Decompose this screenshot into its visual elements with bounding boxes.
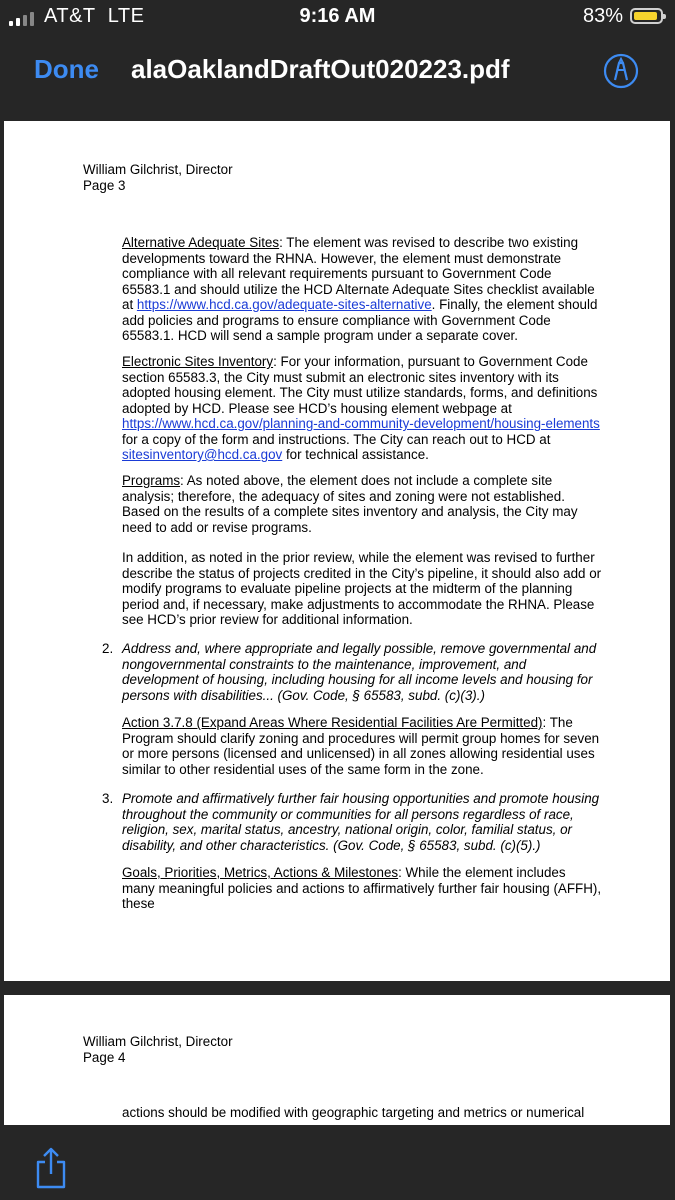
list-number: 3.	[102, 791, 114, 806]
status-bar	[0, 0, 675, 36]
paragraph-text: : As noted above, the element does not include a complete site analysis; therefore, the adequacy of sites and zoning were not established. Based on the results of a complete sites inventory and analysis, the City may need to add or revise programs.	[122, 473, 578, 535]
action-378-paragraph	[122, 715, 602, 777]
alternative-adequate-sites-paragraph	[122, 235, 602, 344]
share-icon[interactable]	[34, 1146, 68, 1190]
list-number: 2.	[102, 641, 114, 656]
page-number: Page 3	[83, 177, 126, 193]
battery-percent: 83%	[582, 5, 623, 27]
recipient-name: William Gilchrist, Director	[83, 1034, 233, 1049]
continued-paragraph	[122, 1105, 602, 1121]
bottom-toolbar	[0, 1140, 675, 1200]
battery-icon	[630, 8, 663, 24]
pdf-page-4[interactable]	[4, 995, 670, 1125]
requirement-2	[122, 641, 602, 703]
paragraph-text: : While the element includes many meaningful policies and actions to affirmatively further fair housing (AFFH), these	[122, 865, 602, 911]
pdf-page-3[interactable]	[4, 121, 670, 981]
sites-inventory-email-link[interactable]: sitesinventory@hcd.ca.gov	[122, 447, 283, 462]
carrier-label: AT&T LTE	[44, 5, 145, 27]
housing-elements-link[interactable]: https://www.hcd.ca.gov/planning-and-community-development/housing-elements	[122, 416, 600, 431]
requirement-text: Address and, where appropriate and legally possible, remove governmental and nongovernmental constraints to the maintenance, improvement, and development of housing, including housing for all income levels and housing for persons with disabilities... (Gov. Code, § 65583, subd. (c)(3).)	[122, 641, 597, 703]
paragraph-text: . Finally, the element should add policies and programs to ensure compliance with Government Code 65583.1. HCD will send a sample program under a separate cover.	[122, 297, 598, 343]
paragraph-text: In addition, as noted in the prior review, while the element was revised to further describe the status of projects credited in the City’s pipeline, it should also add or modify programs to evaluate pipeline projects at the midterm of the planning period and, if necessary, make adjustments to accommodate the RHNA. Please see HCD’s prior review for additional information.	[122, 550, 602, 627]
document-title: alaOaklandDraftOut020223.pdf	[131, 54, 510, 84]
section-heading: Goals, Priorities, Metrics, Actions & Milestones	[122, 865, 399, 880]
page-header	[83, 162, 233, 193]
requirement-3	[122, 791, 602, 853]
requirement-text: Promote and affirmatively further fair housing opportunities and promote housing throughout the community or communities for all persons regardless of race, religion, sex, marital status, ancestry, national origin, color, familial status, or disability, and other characteristics. (Gov. Code, § 65583, subd. (c)(5).)	[122, 791, 600, 853]
paragraph-text: for a copy of the form and instructions. The City can reach out to HCD at	[122, 431, 551, 447]
goals-paragraph	[122, 865, 602, 912]
page-header	[83, 1034, 233, 1065]
section-heading: Electronic Sites Inventory	[122, 354, 274, 369]
nav-bar	[0, 36, 675, 104]
paragraph-text: : The element was revised to describe two existing developments toward the RHNA. However, the element must demonstrate compliance with all relevant requirements pursuant to Government Code 65583.1 and should utilize the HCD Alternate Adequate Sites checklist available at	[122, 235, 595, 312]
programs-paragraph	[122, 473, 602, 535]
section-heading: Programs	[122, 473, 181, 488]
done-button[interactable]: Done	[34, 54, 99, 84]
markup-pen-icon[interactable]	[603, 53, 639, 89]
section-heading: Action 3.7.8 (Expand Areas Where Residential Facilities Are Permitted)	[122, 715, 543, 730]
adequate-sites-link[interactable]: https://www.hcd.ca.gov/adequate-sites-alternative	[136, 297, 432, 312]
section-heading: Alternative Adequate Sites	[122, 235, 280, 250]
page-number: Page 4	[83, 1049, 126, 1065]
paragraph-text: actions should be modified with geographic targeting and metrics or numerical	[122, 1105, 585, 1120]
paragraph-text: : For your information, pursuant to Government Code section 65583.3, the City must submit an electronic sites inventory with its adopted housing element. The City must utilize standards, forms, and definitions adopted by HCD. Please see HCD’s housing element webpage at	[122, 354, 598, 416]
recipient-name: William Gilchrist, Director	[83, 162, 233, 177]
clock: 9:16 AM	[299, 5, 376, 27]
network-type: LTE	[107, 5, 145, 27]
pipeline-paragraph	[122, 550, 602, 628]
paragraph-text: for technical assistance.	[282, 447, 429, 462]
paragraph-text: : The Program should clarify zoning and procedures will permit group homes for seven or more persons (licensed and unlicensed) in all zones allowing residential uses similar to other residential uses of the same form in the zone.	[122, 715, 600, 777]
electronic-sites-inventory-paragraph	[122, 354, 602, 463]
